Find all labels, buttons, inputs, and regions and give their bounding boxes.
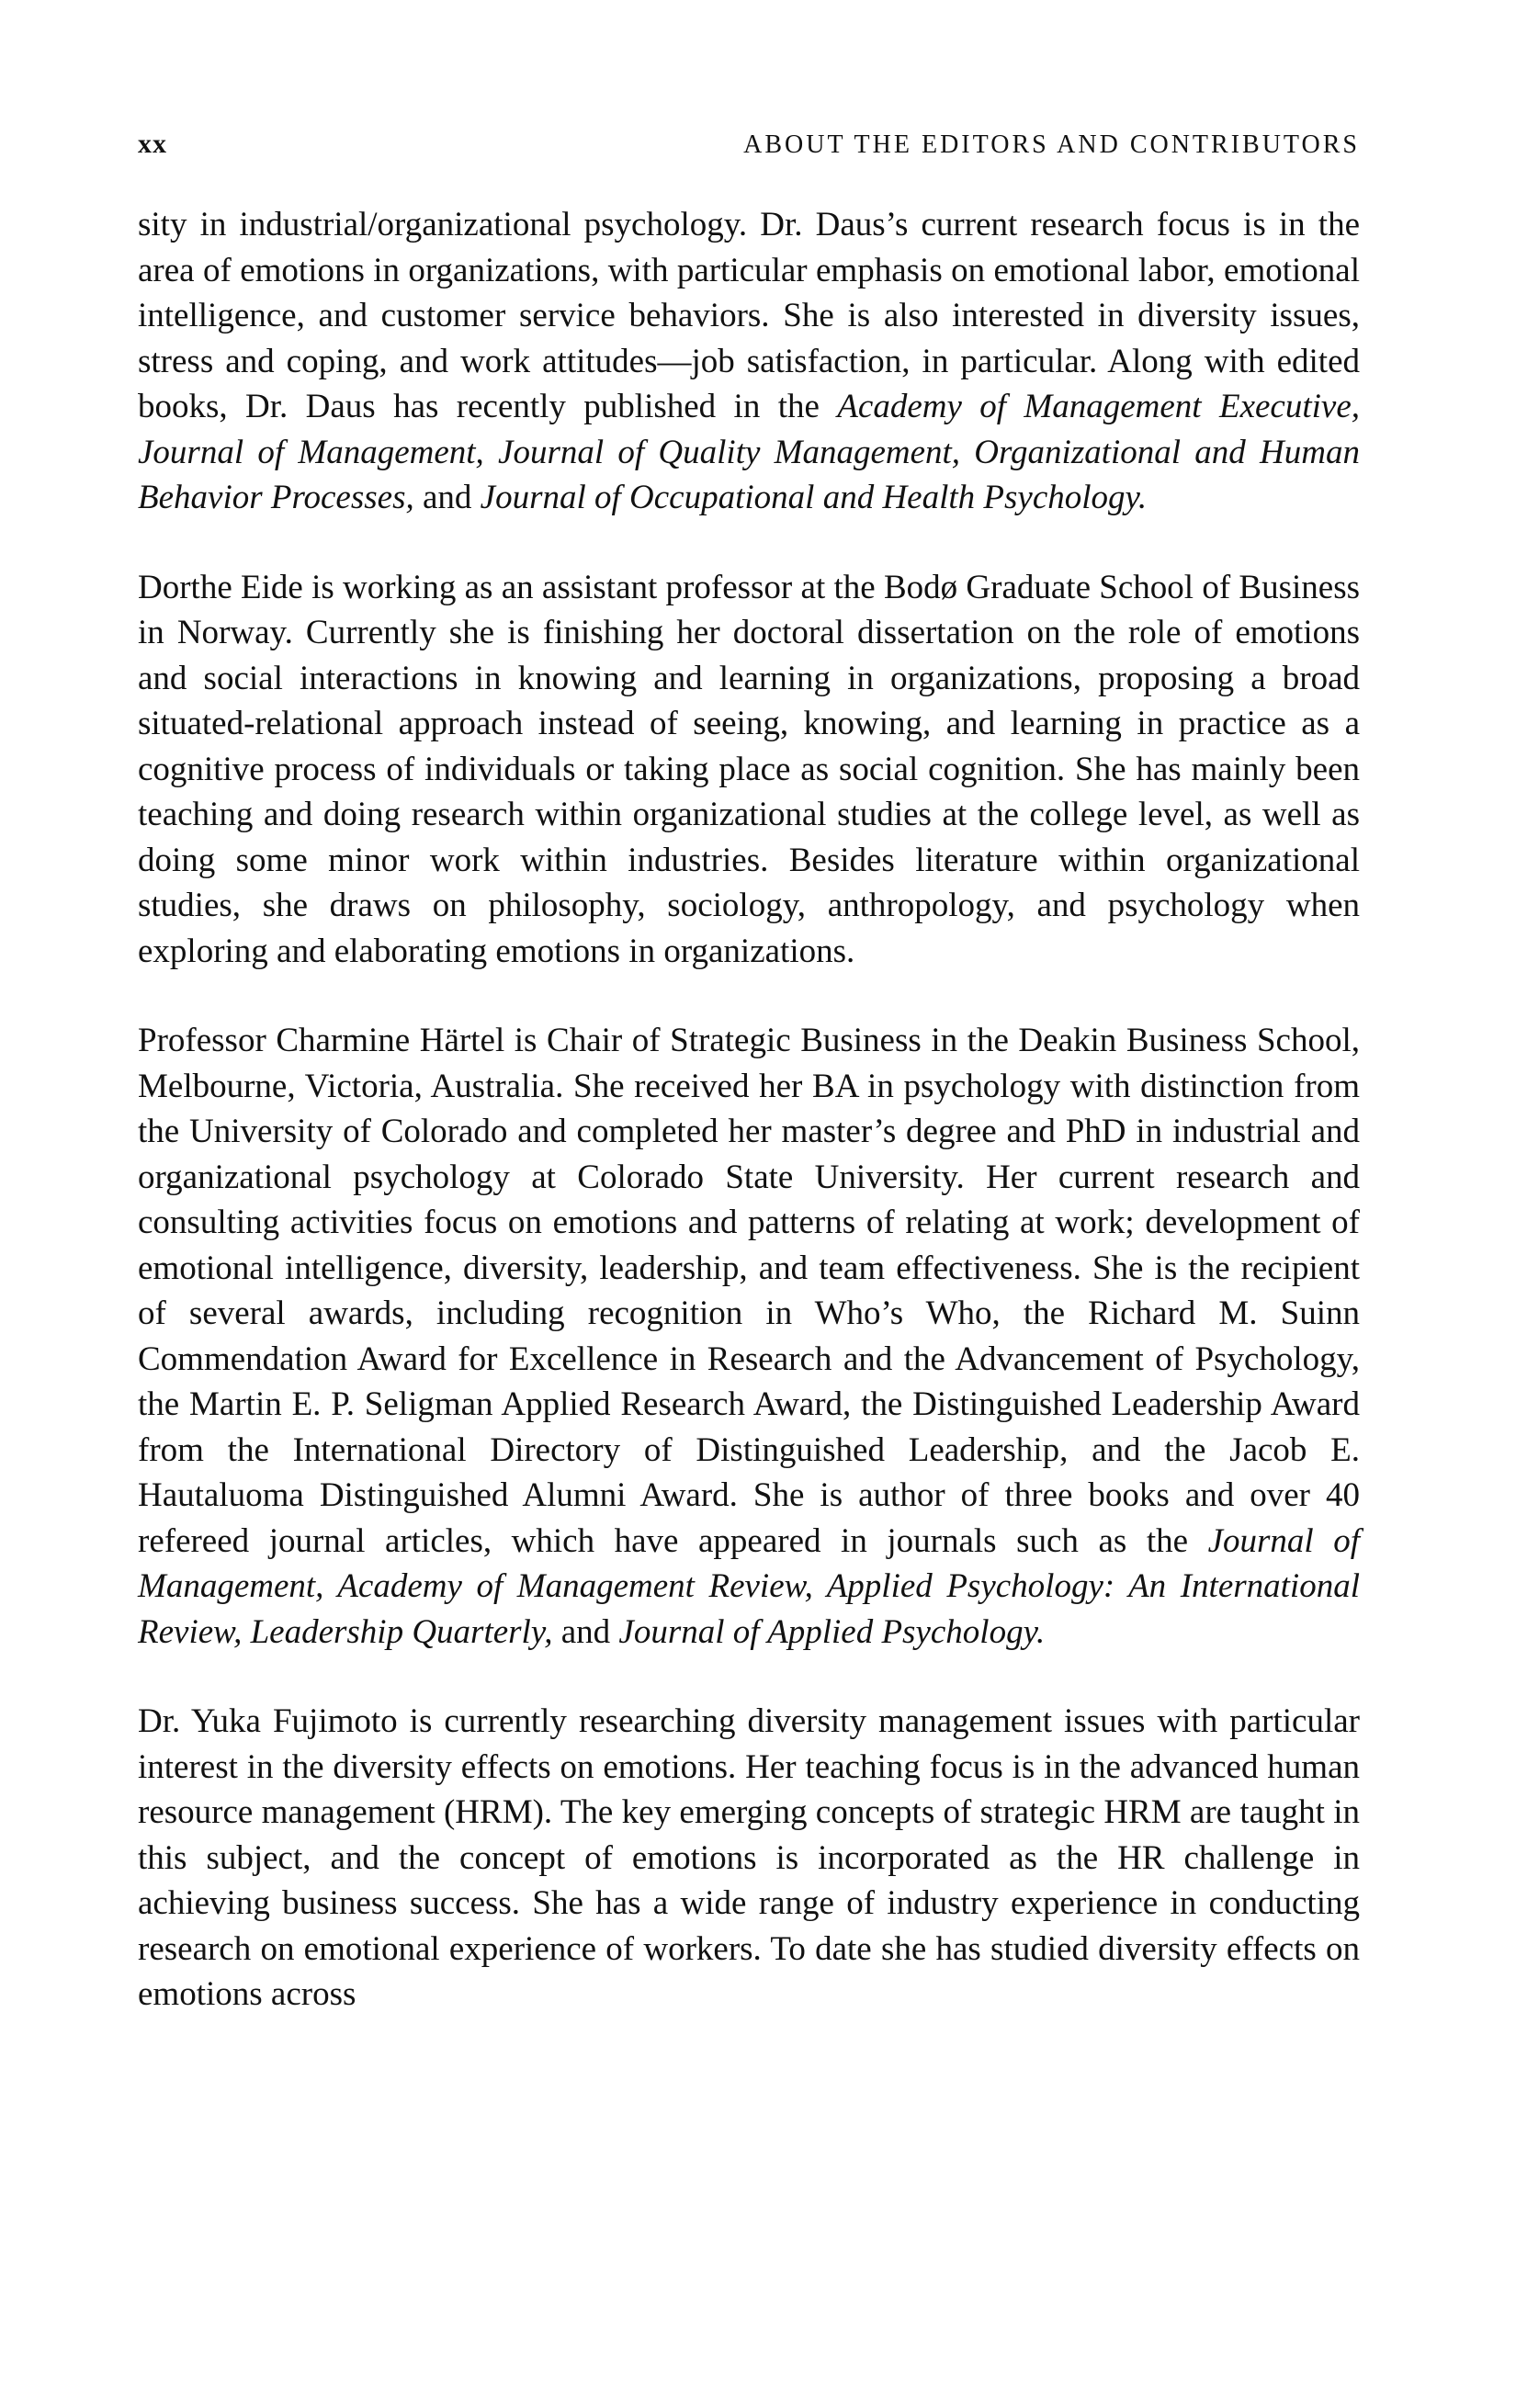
text-segment: sity in industrial/organizational psychology. Dr. Daus’s current research focus is in the area of emotions in organizations, with particular emphasis on emotional labor, emotional intelligence, and customer service behaviors. She is also interested in diversity issues, stress and coping, and work attitudes—job satisfaction, in particular. Along with edited books, Dr. Daus has recently published in the	[138, 206, 1360, 425]
text-segment: Dr. Yuka Fujimoto is currently researching diversity management issues with particular interest in the diversity effects on emotions. Her teaching focus is in the advanced human resource management (HRM). The key emerging concepts of strategic HRM are taught in this subject, and the concept of emotions is incorporated as the HR challenge in achieving business success. She has a wide range of industry experience in conducting research on emotional experience of workers. To date she has studied diversity effects on emotions across	[138, 1702, 1360, 2013]
paragraph-daus-bio	[138, 202, 1360, 521]
text-segment: Dorthe Eide is working as an assistant professor at the Bodø Graduate School of Business in Norway. Currently she is finishing her doctoral dissertation on the role of emotions and social interactions in knowing and learning in organizations, proposing a broad situated-relational approach instead of seeing, knowing, and learning in practice as a cognitive process of individuals or taking place as social cognition. She has mainly been teaching and doing research within organizational studies at the college level, as well as doing some minor work within industries. Besides literature within organizational studies, she draws on philosophy, sociology, anthropology, and psychology when exploring and elaborating emotions in organizations.	[138, 568, 1360, 970]
paragraph-eide-bio	[138, 565, 1360, 975]
running-head	[138, 129, 1360, 169]
book-page	[138, 129, 1360, 2062]
italic-journal-list: Academy of Management Executive, Journal of Management, Journal of Quality Management, Organizational and Human Behavior Processes,	[138, 388, 1360, 516]
text-segment: and	[413, 479, 481, 516]
text-segment: and	[552, 1612, 619, 1651]
text-segment: Professor Charmine Härtel is Chair of Strategic Business in the Deakin Business School, Melbourne, Victoria, Australia. She received her BA in psychology with distinction from the University of Colorado and completed her master’s degree and PhD in industrial and organizational psychology at Colorado State University. Her current research and consulting activities focus on emotions and patterns of relating at work; development of emotional intelligence, diversity, leadership, and team effectiveness. She is the recipient of several awards, including recognition in Who’s Who, the Richard M. Suinn Commendation Award for Excellence in Research and the Advancement of Psychology, the Martin E. P. Seligman Applied Research Award, the Distinguished Leadership Award from the International Directory of Distinguished Leadership, and the Jacob E. Hautaluoma Distinguished Alumni Award. She is author of three books and over 40 refereed journal articles, which have appeared in journals such as the	[138, 1022, 1360, 1560]
italic-journal-title: Journal of Occupational and Health Psychology.	[480, 479, 1148, 516]
paragraph-fujimoto-bio	[138, 1699, 1360, 2018]
page-number: xx	[138, 129, 167, 159]
body-text	[138, 202, 1360, 2018]
italic-journal-list: Journal of Management, Academy of Management Review, Applied Psychology: An International Review, Leadership Quarterly,	[138, 1521, 1360, 1651]
italic-journal-title: Journal of Applied Psychology.	[618, 1612, 1046, 1651]
paragraph-hartel-bio	[138, 1018, 1360, 1655]
running-title: ABOUT THE EDITORS AND CONTRIBUTORS	[743, 130, 1360, 159]
